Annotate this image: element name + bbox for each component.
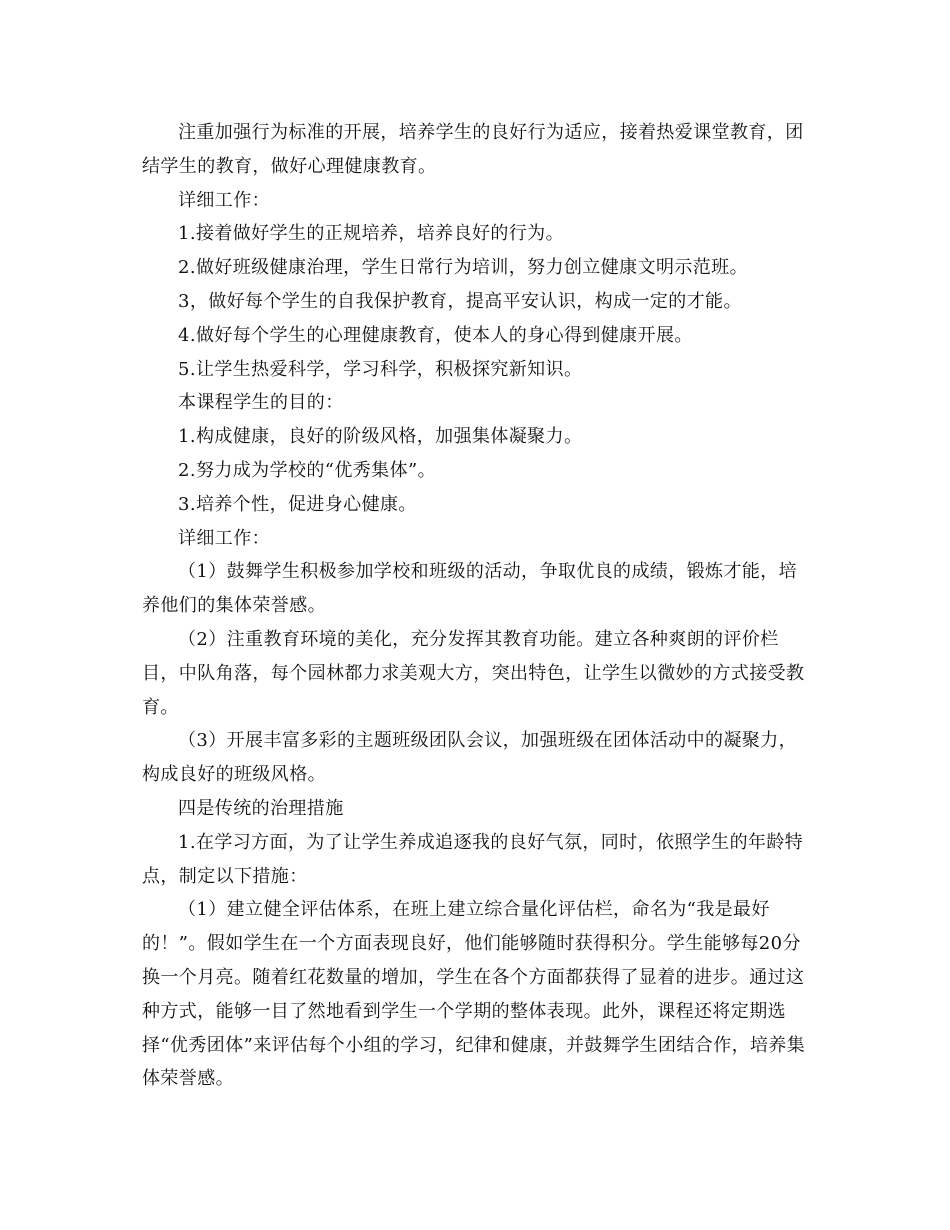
paragraph: 5.让学生热爱科学，学习科学，积极探究新知识。 — [178, 358, 583, 380]
document-body — [142, 116, 814, 1096]
paragraph: （3）开展丰富多彩的主题班级团队会议，加强班级在团体活动中的凝聚力，构成良好的班级风格。 — [142, 730, 798, 786]
paragraph: 四是传统的治理措施 — [178, 797, 344, 819]
paragraph: 2.做好班级健康治理，学生日常行为培训，努力创立健康文明示范班。 — [178, 257, 748, 279]
paragraph: （1）鼓舞学生积极参加学校和班级的活动，争取优良的成绩，锻炼才能，培养他们的集体荣誉感。 — [142, 561, 798, 617]
paragraph: 本课程学生的目的： — [178, 392, 344, 414]
paragraph: 2.努力成为学校的“优秀集体”。 — [178, 459, 436, 481]
paragraph: 4.做好每个学生的心理健康教育，使本人的身心得到健康开展。 — [178, 324, 693, 346]
paragraph: 1.在学习方面，为了让学生养成追逐我的良好气氛，同时，依照学生的年龄特点，制定以下措施： — [142, 831, 804, 887]
paragraph: 详细工作： — [178, 189, 270, 211]
paragraph: 注重加强行为标准的开展，培养学生的良好行为适应，接着热爱课堂教育，团结学生的教育，做好心理健康教育。 — [142, 122, 804, 177]
paragraph: 详细工作： — [178, 527, 270, 549]
paragraph: 3，做好每个学生的自我保护教育，提高平安认识，构成一定的才能。 — [178, 290, 742, 312]
paragraph: 3.培养个性，促进身心健康。 — [178, 493, 417, 515]
paragraph: （1）建立健全评估体系，在班上建立综合量化评估栏，命名为“我是最好的！”。假如学生在一个方面表现良好，他们能够随时获得积分。学生能够每20分换一个月亮。随着红花数量的增加，学生在各个方面都获得了显着的进步。通过这种方式，能够一目了然地看到学生一个学期的整体表现。此外，课程还将定期选择“优秀团体”来评估每个小组的学习，纪律和健康，并鼓舞学生团结合作，培养集体荣誉感。 — [142, 899, 806, 1090]
paragraph: 1.接着做好学生的正规培养，培养良好的行为。 — [178, 223, 564, 245]
paragraph: 1.构成健康，良好的阶级风格，加强集体凝聚力。 — [178, 426, 583, 448]
paragraph: （2）注重教育环境的美化，充分发挥其教育功能。建立各种爽朗的评价栏目，中队角落，每个园林都力求美观大方，突出特色，让学生以微妙的方式接受教育。 — [142, 628, 805, 718]
